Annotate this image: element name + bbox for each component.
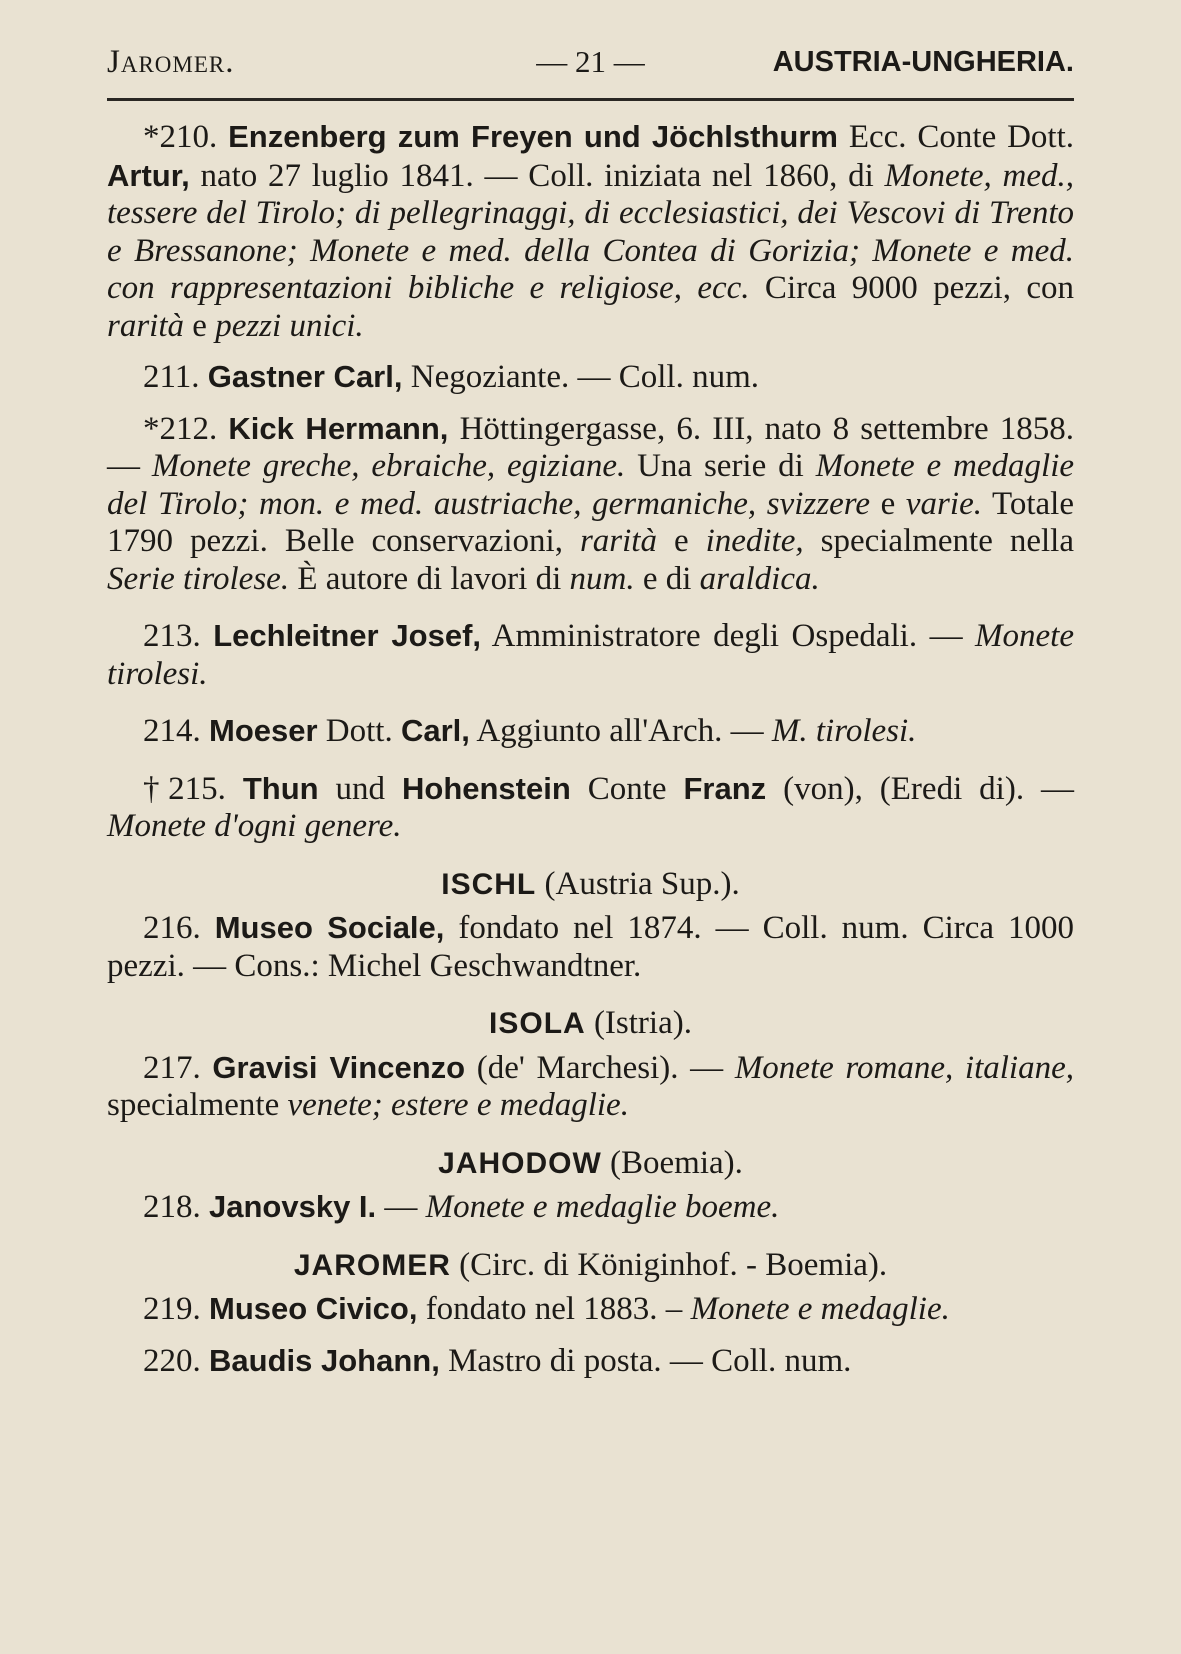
collector-name: Hohenstein — [402, 770, 571, 806]
collector-name: Museo Civico, — [209, 1291, 418, 1326]
place-name: JAROMER — [293, 1248, 451, 1282]
italic-text: venete; estere e medaglie. — [287, 1087, 629, 1123]
entry-text: Una serie di — [625, 448, 816, 484]
collector-name: Museo Sociale, — [214, 910, 445, 945]
italic-text: inedite, — [705, 523, 804, 559]
entry-text: (von), (Eredi di). — — [766, 770, 1075, 807]
place-name: JAHODOW — [438, 1146, 602, 1180]
entry-text: Conte — [570, 770, 684, 807]
collector-name: Gravisi Vincenzo — [212, 1049, 466, 1085]
italic-text: Monete greche, ebraiche, egiziane. — [151, 448, 626, 484]
entry-number: 214. — [143, 713, 201, 749]
entry-number: †215. — [143, 770, 226, 807]
entry-text: fondato nel 1874. — Coll. num. Circa 1000 pezzi. — Cons.: Michel Geschwandtner. — [107, 910, 1074, 984]
entry-number: 218. — [143, 1189, 201, 1225]
italic-text: Monete d'ogni genere. — [107, 808, 402, 844]
collector-name: Artur, — [107, 157, 190, 193]
entry-213 — [107, 617, 1074, 693]
italic-text: varie. — [905, 485, 982, 522]
place-heading-jahodow — [107, 1145, 1074, 1183]
header-rule — [107, 98, 1074, 101]
italic-text: Serie tirolese. — [107, 560, 290, 597]
italic-text: Monete e medaglie. — [690, 1291, 950, 1327]
header-right-title: AUSTRIA-UNGHERIA. — [772, 46, 1074, 78]
entry-text: e — [870, 485, 906, 522]
running-header — [107, 44, 1074, 90]
italic-text: rarità — [107, 307, 185, 344]
entry-text: Mastro di posta. — Coll. num. — [439, 1342, 852, 1379]
entry-217 — [107, 1049, 1074, 1125]
entry-214 — [107, 712, 1074, 751]
italic-text: Monete e medaglie boeme. — [425, 1189, 780, 1225]
entry-text: (de' Marchesi). — — [465, 1049, 735, 1086]
entry-text: fondato nel 1883. – — [417, 1291, 691, 1327]
entry-number: 219. — [143, 1291, 201, 1327]
collector-name: Thun — [242, 770, 319, 806]
entry-number: *212. — [143, 410, 218, 447]
entry-text: Ecc. Conte Dott. — [837, 119, 1074, 155]
italic-text: Monete romane, italiane, — [734, 1049, 1074, 1086]
place-heading-isola — [107, 1005, 1074, 1043]
entry-text: und — [318, 770, 402, 807]
entry-number: *210. — [143, 119, 218, 155]
entry-220 — [107, 1342, 1074, 1381]
italic-text: Monete, med., tessere del Tirolo; di pellegrinaggi, di ecclesiastici, dei Vescovi di Trento e Bressanone; Monete e med. della Contea di Gorizia; Monete e med. con rappresentazioni bibliche e religiose, ecc. — [107, 157, 1074, 306]
italic-text: M. tirolesi. — [771, 713, 917, 749]
entry-number: 213. — [143, 618, 201, 654]
entry-text: Höttingergasse, 6. III, nato 8 settembre 1858. — — [107, 410, 1075, 484]
entry-text: Circa 9000 pezzi, con — [749, 270, 1074, 306]
collector-name: Franz — [683, 770, 767, 806]
collector-name: Enzenberg zum Freyen und Jöchlsthurm — [228, 119, 838, 154]
entry-text: e — [184, 307, 216, 344]
entry-list — [107, 118, 1074, 1380]
entry-text: È autore di lavori di — [289, 560, 570, 597]
entry-218 — [107, 1188, 1074, 1227]
entry-number: 211. — [143, 359, 200, 395]
italic-text: Monete tirolesi. — [107, 618, 1074, 692]
entry-text: Dott. — [317, 713, 401, 749]
place-name: ISOLA — [489, 1007, 586, 1040]
italic-text: araldica. — [699, 560, 820, 597]
place-region: (Boemia). — [601, 1144, 743, 1181]
entry-text: Negoziante. — Coll. num. — [402, 359, 760, 395]
header-left-title: Jaromer. — [107, 44, 235, 80]
collector-name: Janovsky I. — [209, 1189, 377, 1224]
collector-name: Baudis Johann, — [209, 1342, 440, 1378]
collector-name: Lechleitner Josef, — [213, 618, 482, 653]
entry-text: — — [376, 1189, 426, 1225]
place-region: (Circ. di Königinhof. - Boemia). — [450, 1246, 888, 1283]
place-name: ISCHL — [441, 867, 537, 901]
entry-215 — [107, 770, 1074, 846]
entry-number: 220. — [143, 1342, 201, 1379]
italic-text: num. — [569, 560, 635, 597]
page-number: — 21 — — [536, 44, 645, 79]
entry-text: e — [656, 523, 706, 559]
place-heading-ischl — [107, 866, 1074, 904]
entry-212 — [107, 410, 1074, 599]
entry-211 — [107, 358, 1074, 397]
place-heading-jaromer — [107, 1247, 1074, 1285]
collector-name: Kick Hermann, — [228, 410, 449, 446]
entry-210 — [107, 118, 1074, 345]
collector-name: Gastner Carl, — [207, 359, 403, 394]
italic-text: Monete e medaglie del Tirolo; mon. e med. austriache, germaniche, svizzere — [107, 448, 1075, 522]
place-region: (Istria). — [585, 1005, 692, 1041]
entry-text: e di — [634, 560, 700, 597]
place-region: (Austria Sup.). — [536, 865, 740, 902]
entry-text: Aggiunto all'Arch. — — [469, 713, 772, 749]
entry-number: 217. — [143, 1049, 201, 1086]
entry-216 — [107, 909, 1074, 985]
entry-number: 216. — [143, 910, 201, 946]
collector-name: Carl, — [400, 713, 470, 748]
entry-text: nato 27 luglio 1841. — Coll. iniziata nel 1860, di — [189, 157, 885, 194]
entry-219 — [107, 1290, 1074, 1329]
collector-name: Moeser — [209, 713, 318, 748]
italic-text: pezzi unici. — [215, 307, 364, 344]
italic-text: rarità — [579, 523, 657, 559]
entry-text: Totale 1790 pezzi. Belle conservazioni, — [107, 485, 1074, 559]
entry-text: specialmente nella — [803, 523, 1074, 559]
entry-text: Amministratore degli Ospedali. — — [481, 618, 976, 654]
entry-text: specialmente — [107, 1087, 288, 1123]
